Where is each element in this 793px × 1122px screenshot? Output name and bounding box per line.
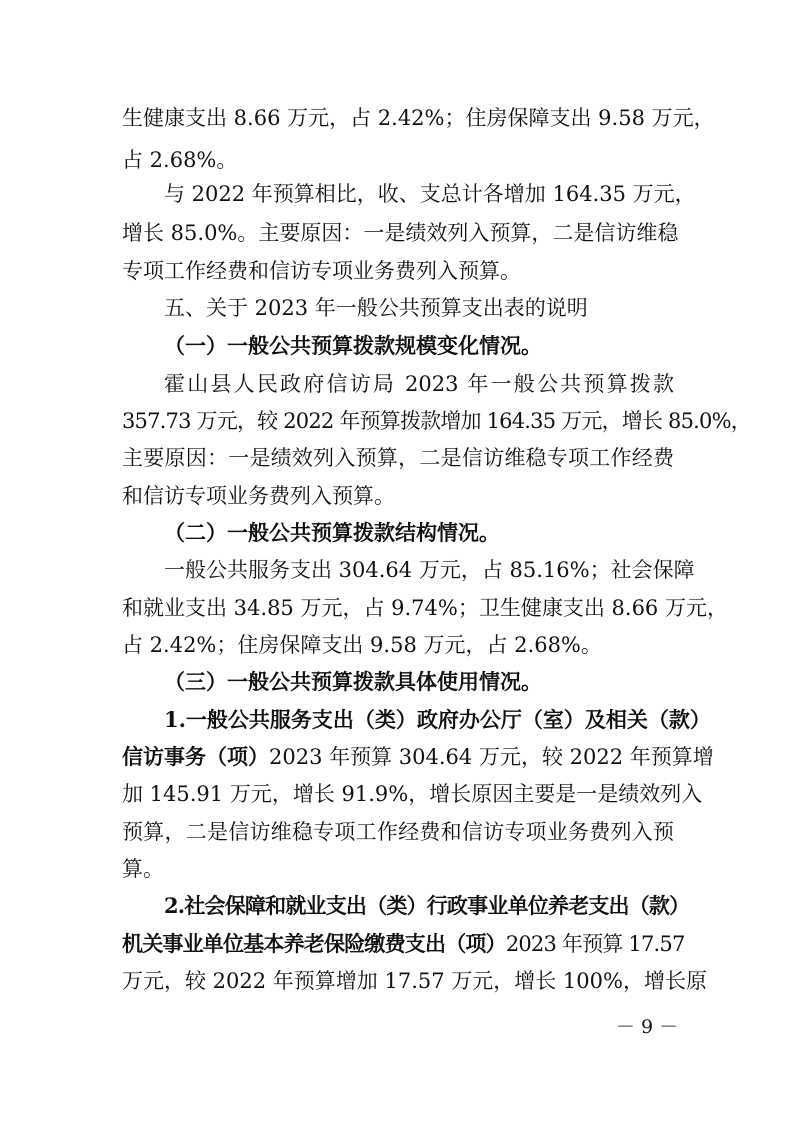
- paragraph-line: 与 2022 年预算相比，收、支总计各增加 164.35 万元，: [164, 182, 696, 206]
- item-bold-lead: 信访事务（项）: [122, 744, 269, 769]
- section-heading: 五、关于 2023 年一般公共预算支出表的说明: [164, 296, 588, 320]
- page-number: － 9 －: [615, 1016, 679, 1038]
- paragraph-line: 占 2.68%。: [122, 148, 238, 172]
- item-text: 2023 年预算 304.64 万元，较 2022 年预算增: [269, 745, 714, 769]
- subsection-heading: （一）一般公共预算拨款规模变化情况。: [164, 333, 542, 358]
- subsection-heading: （二）一般公共预算拨款结构情况。: [164, 520, 500, 545]
- paragraph-line: 主要原因：一是绩效列入预算，二是信访维稳专项工作经费: [122, 446, 674, 470]
- paragraph-line: 霍山县人民政府信访局 2023 年一般公共预算拨款: [164, 372, 674, 396]
- paragraph-line: 预算，二是信访维稳专项工作经费和信访专项业务费列入预: [122, 820, 674, 844]
- item-bold-lead: 机关事业单位基本养老保险缴费支出（项）: [122, 931, 506, 956]
- item-heading: 1.一般公共服务支出（类）政府办公厅（室）及相关（款）: [164, 707, 711, 732]
- paragraph-line: 和就业支出 34.85 万元，占 9.74%；卫生健康支出 8.66 万元，: [122, 596, 728, 620]
- paragraph-line: 算。: [122, 857, 164, 881]
- item-heading: 2.社会保障和就业支出（类）行政事业单位养老支出（款）: [164, 893, 690, 918]
- paragraph-line: 加 145.91 万元，增长 91.9%，增长原因主要是一是绩效列入: [122, 782, 703, 806]
- paragraph-line: 一般公共服务支出 304.64 万元，占 85.16%；社会保障: [164, 558, 695, 582]
- paragraph-line: 增长 85.0%。主要原因：一是绩效列入预算，二是信访维稳: [122, 221, 679, 245]
- paragraph-line: 357.73 万元，较 2022 年预算拨款增加 164.35 万元，增长 85.0%，: [122, 409, 751, 433]
- subsection-heading: （三）一般公共预算拨款具体使用情况。: [164, 669, 542, 694]
- item-line: [122, 929, 685, 959]
- paragraph-line: 生健康支出 8.66 万元，占 2.42%；住房保障支出 9.58 万元，: [122, 106, 715, 130]
- paragraph-line: 万元，较 2022 年预算增加 17.57 万元，增长 100%，增长原: [122, 969, 707, 993]
- paragraph-line: 和信访专项业务费列入预算。: [122, 484, 395, 508]
- paragraph-line: 专项工作经费和信访专项业务费列入预算。: [122, 259, 521, 283]
- item-line: [122, 742, 714, 772]
- item-text: 2023 年预算 17.57: [505, 932, 685, 956]
- paragraph-line: 占 2.42%；住房保障支出 9.58 万元，占 2.68%。: [122, 633, 602, 657]
